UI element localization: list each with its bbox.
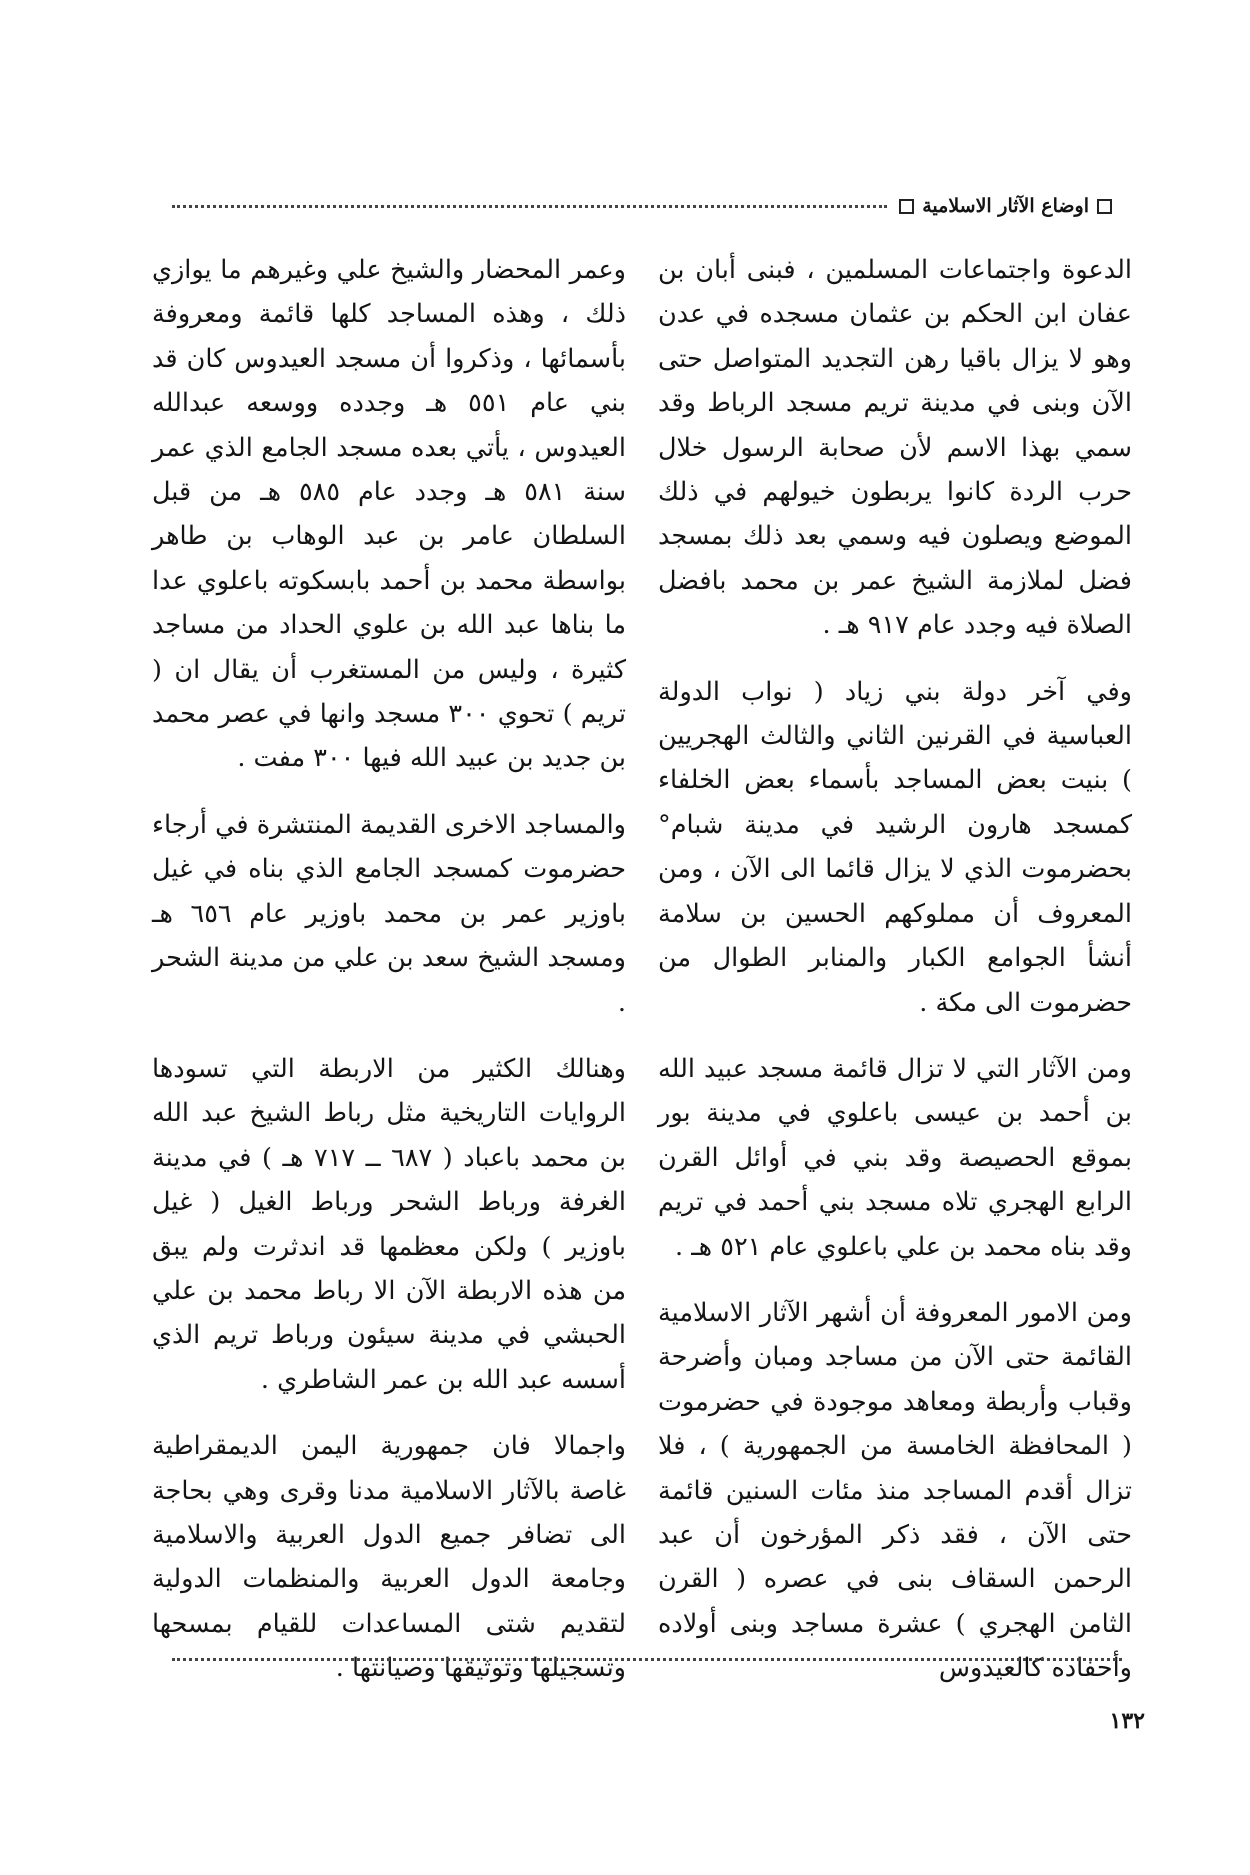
page-number: ١٣٢: [1109, 1708, 1145, 1734]
paragraph: وهنالك الكثير من الاربطة التي تسودها الروايات التاريخية مثل رباط الشيخ عبد الله بن محمد باعباد ( ٦٨٧ ــ ٧١٧ هـ ) في مدينة الغرفة ورباط الشحر ورباط الغيل ( غيل باوزير ) ولكن معظمها قد اندثرت ولم يبق من هذه الاربطة الآن الا رباط محمد بن علي الحبشي في مدينة سيئون ورباط تريم الذي أسسه عبد الله بن عمر الشاطري .: [152, 1053, 626, 1395]
paragraph: ومن الآثار التي لا تزال قائمة مسجد عبيد الله بن أحمد بن عيسى باعلوي في مدينة بور بموقع الحصيصة وقد بني في أوائل القرن الرابع الهجري تلاه مسجد بني أحمد في تريم وقد بناه محمد بن علي باعلوي عام ٥٢١ هـ .: [658, 1053, 1132, 1262]
right-column: [658, 248, 1132, 1713]
running-header: [172, 186, 1112, 226]
left-column: [152, 248, 626, 1713]
paragraph: الدعوة واجتماعات المسلمين ، فبنى أبان بن عفان ابن الحكم بن عثمان مسجده في عدن وهو لا يزال باقيا رهن التجديد المتواصل حتى الآن وبنى في مدينة تريم مسجد الرباط وقد سمي بهذا الاسم لأن صحابة الرسول خلال حرب الردة كانوا يربطون خيولهم في ذلك الموضع ويصلون فيه وسمي بعد ذلك بمسجد فضل لملازمة الشيخ عمر بن محمد بافضل الصلاة فيه وجدد عام ٩١٧ هـ .: [658, 255, 1132, 641]
paragraph: وعمر المحضار والشيخ علي وغيرهم ما يوازي ذلك ، وهذه المساجد كلها قائمة ومعروفة بأسمائها ، وذكروا أن مسجد العيدوس كان قد بني عام ٥٥١ هـ وجدده ووسعه عبدالله العيدوس ، يأتي بعده مسجد الجامع الذي عمر سنة ٥٨١ هـ وجدد عام ٥٨٥ هـ من قبل السلطان عامر بن عبد الوهاب بن طاهر بواسطة محمد بن أحمد بابسكوته باعلوي عدا ما بناها عبد الله بن علوي الحداد من مساجد كثيرة ، وليس من المستغرب أن يقال ان ( تريم ) تحوي ٣٠٠ مسجد وانها في عصر محمد بن جديد بن عبيد الله فيها ٣٠٠ مفت .: [152, 255, 627, 774]
paragraph: ومن الامور المعروفة أن أشهر الآثار الاسلامية القائمة حتى الآن من مساجد ومبان وأضرحة وقباب وأربطة ومعاهد موجودة في حضرموت ( المحافظة الخامسة من الجمهورية ) ، فلا تزال أقدم المساجد منذ مئات السنين قائمة حتى الآن ، فقد ذكر المؤرخون أن عبد الرحمن السقاف بنى في عصره ( القرن الثامن الهجري ) عشرة مساجد وبنى أولاده وأحفاده كالعيدوس: [658, 1297, 1132, 1684]
footer-dotted-rule: [172, 1658, 1122, 1661]
paragraph: والمساجد الاخرى القديمة المنتشرة في أرجاء حضرموت كمسجد الجامع الذي بناه في غيل باوزير عمر بن محمد باوزير عام ٦٥٦ هـ ومسجد الشيخ سعد بن علي من مدينة الشحر .: [152, 809, 627, 1018]
header-title: اوضاع الآثار الاسلامية: [922, 195, 1089, 217]
header-square-icon: [899, 199, 914, 214]
paragraph: وفي آخر دولة بني زياد ( نواب الدولة العباسية في القرنين الثاني والثالث الهجريين ) بنيت بعض المساجد بأسماء بعض الخلفاء كمسجد هارون الرشيد في مدينة شبام° بحضرموت الذي لا يزال قائما الى الآن ، ومن المعروف أن مملوكهم الحسين بن سلامة أنشأ الجوامع الكبار والمنابر الطوال من حضرموت الى مكة .: [658, 676, 1132, 1018]
paragraph: واجمالا فان جمهورية اليمن الديمقراطية غاصة بالآثار الاسلامية مدنا وقرى وهي بحاجة الى تضافر جميع الدول العربية والاسلامية وجامعة الدول العربية والمنظمات الدولية لتقديم شتى المساعدات للقيام بمسحها وتسجيلها وتوثيقها وصيانتها .: [152, 1431, 626, 1684]
header-dotted-rule: [172, 205, 887, 208]
header-square-icon: [1097, 199, 1112, 214]
